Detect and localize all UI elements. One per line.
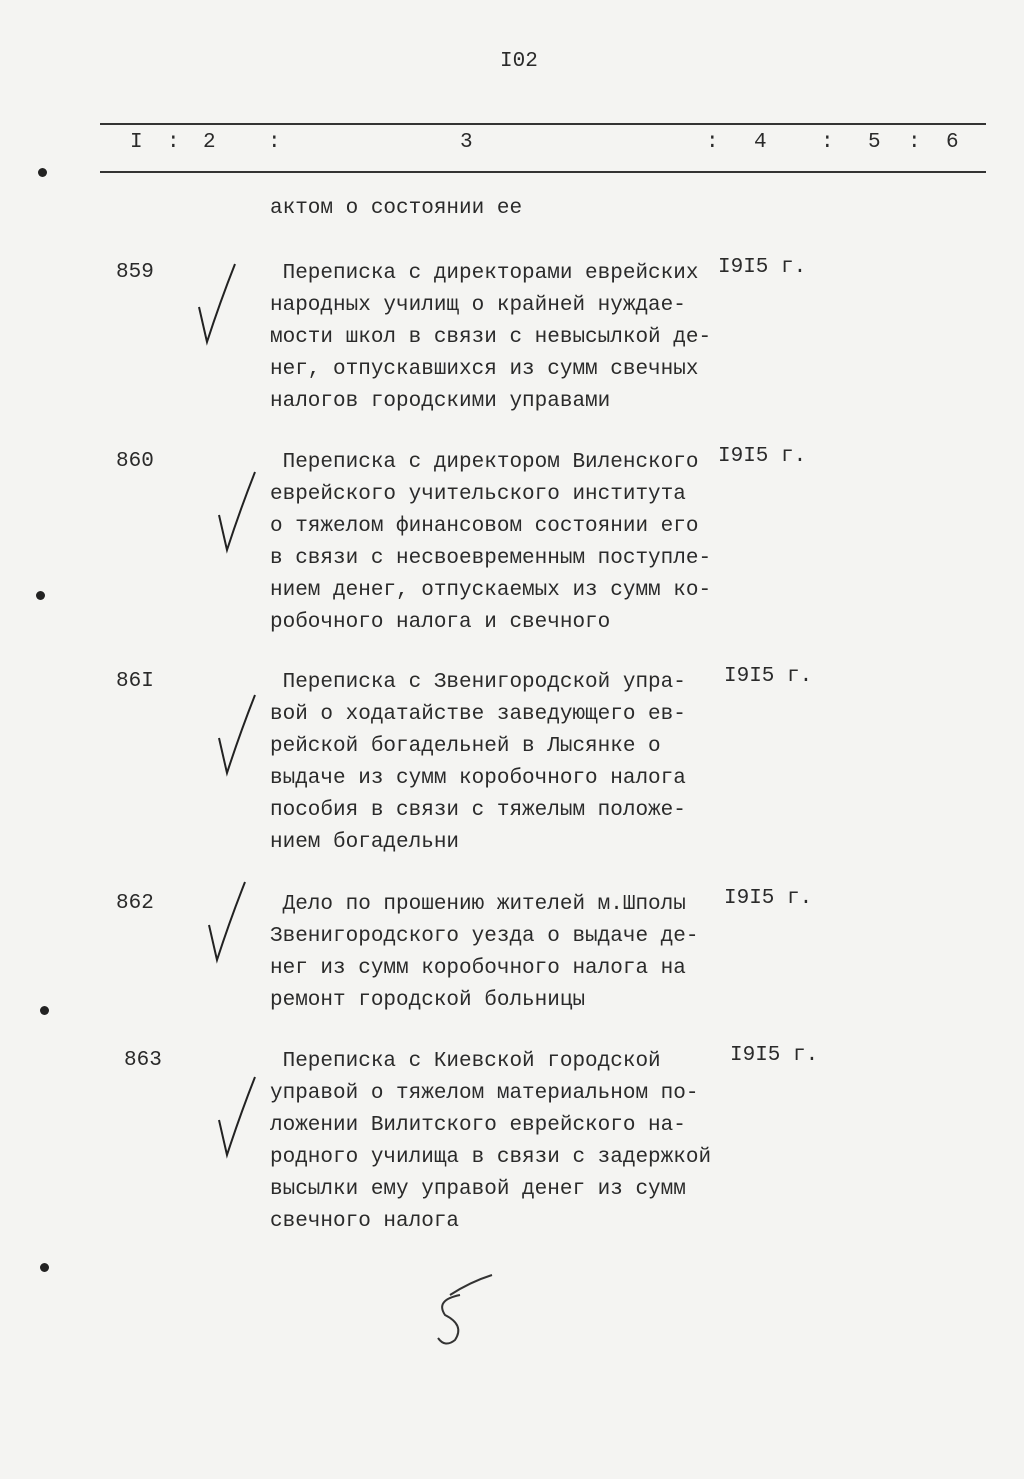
entry-number: 859 — [116, 261, 154, 284]
entry-title-line: высылки ему управой денег из сумм — [270, 1178, 686, 1201]
entry-title-line: нег из сумм коробочного налога на — [270, 957, 686, 980]
column-separator: : — [821, 131, 834, 154]
entry-title-line: в связи с несвоевременным поступле- — [270, 547, 712, 570]
entry-title-line: выдаче из сумм коробочного налога — [270, 767, 686, 790]
page-number: I02 — [500, 50, 538, 73]
punch-hole — [38, 168, 47, 177]
entry-title-line: нием богадельни — [270, 831, 460, 854]
entry-year: I9I5 г. — [718, 445, 807, 468]
entry-year: I9I5 г. — [724, 887, 813, 910]
entry-title-line: пособия в связи с тяжелым положе- — [270, 799, 686, 822]
entry-title-line: ложении Вилитского еврейского на- — [270, 1114, 686, 1137]
punch-hole — [40, 1006, 49, 1015]
column-separator: : — [908, 131, 921, 154]
punch-hole — [36, 591, 45, 600]
entry-title-line: еврейского учительского института — [270, 483, 686, 506]
entry-year: I9I5 г. — [718, 256, 807, 279]
entry-title-line: робочного налога и свечного — [270, 611, 611, 634]
entry-title-line: налогов городскими управами — [270, 390, 611, 413]
entry-title-line: мости школ в связи с невысылкой де- — [270, 326, 712, 349]
column-header: 6 — [946, 131, 959, 154]
entry-title-line: нег, отпускавшихся из сумм свечных — [270, 358, 699, 381]
check-mark-icon — [215, 693, 265, 783]
column-separator: : — [268, 131, 281, 154]
entry-title-line: Переписка с Киевской городской — [270, 1050, 661, 1073]
check-mark-icon — [195, 262, 245, 352]
entry-title-line: нием денег, отпускаемых из сумм ко- — [270, 579, 712, 602]
entry-year: I9I5 г. — [724, 665, 813, 688]
column-header: 3 — [460, 131, 473, 154]
check-mark-icon — [205, 880, 255, 970]
continuation-line: актом о состоянии ее — [270, 197, 523, 220]
check-mark-icon — [215, 470, 265, 560]
punch-hole — [40, 1263, 49, 1272]
entry-title-line: о тяжелом финансовом состоянии его — [270, 515, 699, 538]
table-top-rule — [100, 123, 986, 125]
entry-title-line: родного училища в связи с задержкой — [270, 1146, 712, 1169]
column-header: 2 — [203, 131, 216, 154]
handwritten-sheet-mark — [430, 1270, 510, 1350]
entry-title-line: управой о тяжелом материальном по- — [270, 1082, 699, 1105]
entry-title-line: Переписка с директором Виленского — [270, 451, 699, 474]
entry-title-line: свечного налога — [270, 1210, 460, 1233]
entry-title-line: Дело по прошению жителей м.Шполы — [270, 893, 686, 916]
column-header: 5 — [868, 131, 881, 154]
column-separator: : — [706, 131, 719, 154]
entry-title-line: рейской богадельней в Лысянке о — [270, 735, 661, 758]
entry-number: 86I — [116, 670, 154, 693]
entry-title-line: Звенигородского уезда о выдаче де- — [270, 925, 699, 948]
entry-title-line: Переписка с Звенигородской упра- — [270, 671, 686, 694]
entry-title-line: Переписка с директорами еврейских — [270, 262, 699, 285]
entry-number: 860 — [116, 450, 154, 473]
entry-number: 862 — [116, 892, 154, 915]
entry-year: I9I5 г. — [730, 1044, 819, 1067]
entry-title-line: народных училищ о крайней нуждае- — [270, 294, 686, 317]
entry-title-line: ремонт городской больницы — [270, 989, 586, 1012]
column-header: 4 — [754, 131, 767, 154]
entry-number: 863 — [124, 1049, 162, 1072]
entry-title-line: вой о ходатайстве заведующего ев- — [270, 703, 686, 726]
column-separator: : — [167, 131, 180, 154]
table-header-bottom-rule — [100, 171, 986, 173]
check-mark-icon — [215, 1075, 265, 1165]
column-header: I — [130, 131, 143, 154]
